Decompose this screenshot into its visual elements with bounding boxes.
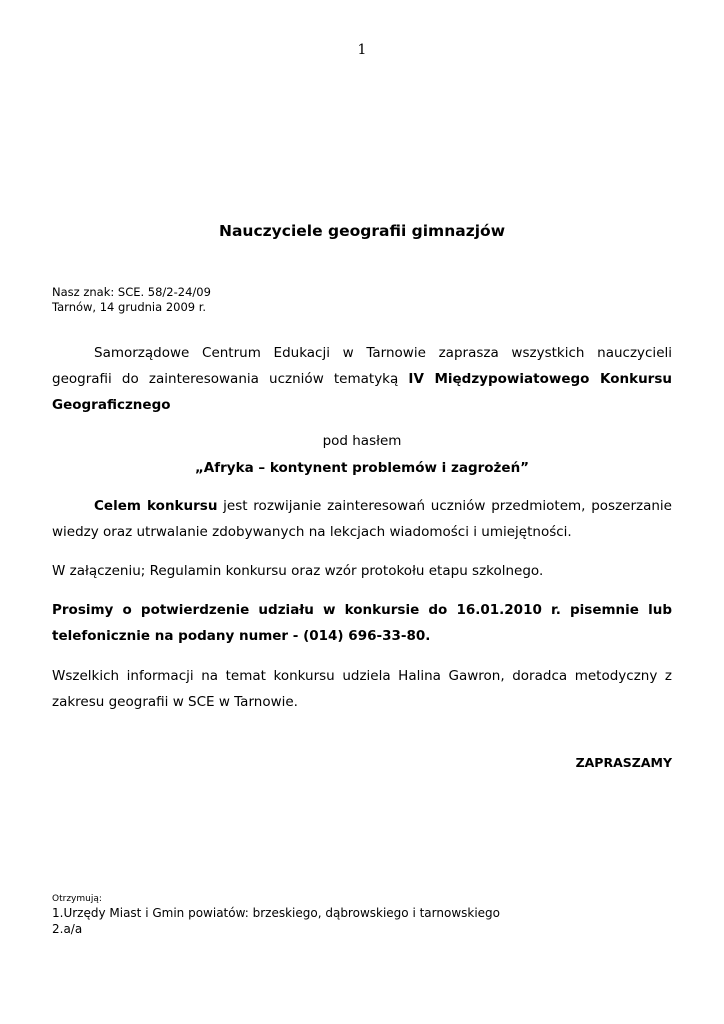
information-paragraph: Wszelkich informacji na temat konkursu udziela Halina Gawron, doradca metodyczny z zakresu geografii w SCE w Tarnowie. [52, 668, 672, 710]
attachment-paragraph: W załączeniu; Regulamin konkursu oraz wzór protokołu etapu szkolnego. [52, 563, 544, 579]
reference-number: Nasz znak: SCE. 58/2-24/09 [52, 285, 211, 299]
intro-paragraph [52, 340, 672, 418]
confirmation-paragraph: Prosimy o potwierdzenie udziału w konkursie do 16.01.2010 r. pisemnie lub telefonicznie na podany numer - (014) 696-33-80. [52, 602, 672, 644]
goal-lead: Celem konkursu [94, 498, 218, 514]
recipients-header: Otrzymują: [52, 894, 102, 904]
goal-text: jest rozwijanie zainteresowań uczniów przedmiotem, poszerzanie wiedzy oraz utrwalanie zdobywanych na lekcjach wiadomości i umiejętności. [52, 498, 672, 540]
contest-slogan: „Afryka – kontynent problemów i zagrożeń” [194, 460, 530, 476]
page-number: 1 [357, 42, 367, 58]
document-title: Nauczyciele geografii gimnazjów [218, 222, 506, 240]
recipient-item: 2.a/a [52, 922, 83, 936]
closing-invitation: ZAPRASZAMY [575, 755, 672, 770]
recipient-item: 1.Urzędy Miast i Gmin powiatów: brzeskiego, dąbrowskiego i tarnowskiego [52, 906, 501, 920]
place-date: Tarnów, 14 grudnia 2009 r. [52, 300, 207, 314]
document-meta [52, 285, 211, 315]
contest-name: IV Międzypowiatowego Konkursu Geograficznego [52, 371, 672, 413]
recipients-list [52, 893, 500, 937]
goal-paragraph [52, 493, 672, 545]
motto-label: pod hasłem [322, 433, 402, 449]
intro-text: Samorządowe Centrum Edukacji w Tarnowie zaprasza wszystkich nauczycieli geografii do zainteresowania uczniów tematyką [52, 345, 672, 387]
